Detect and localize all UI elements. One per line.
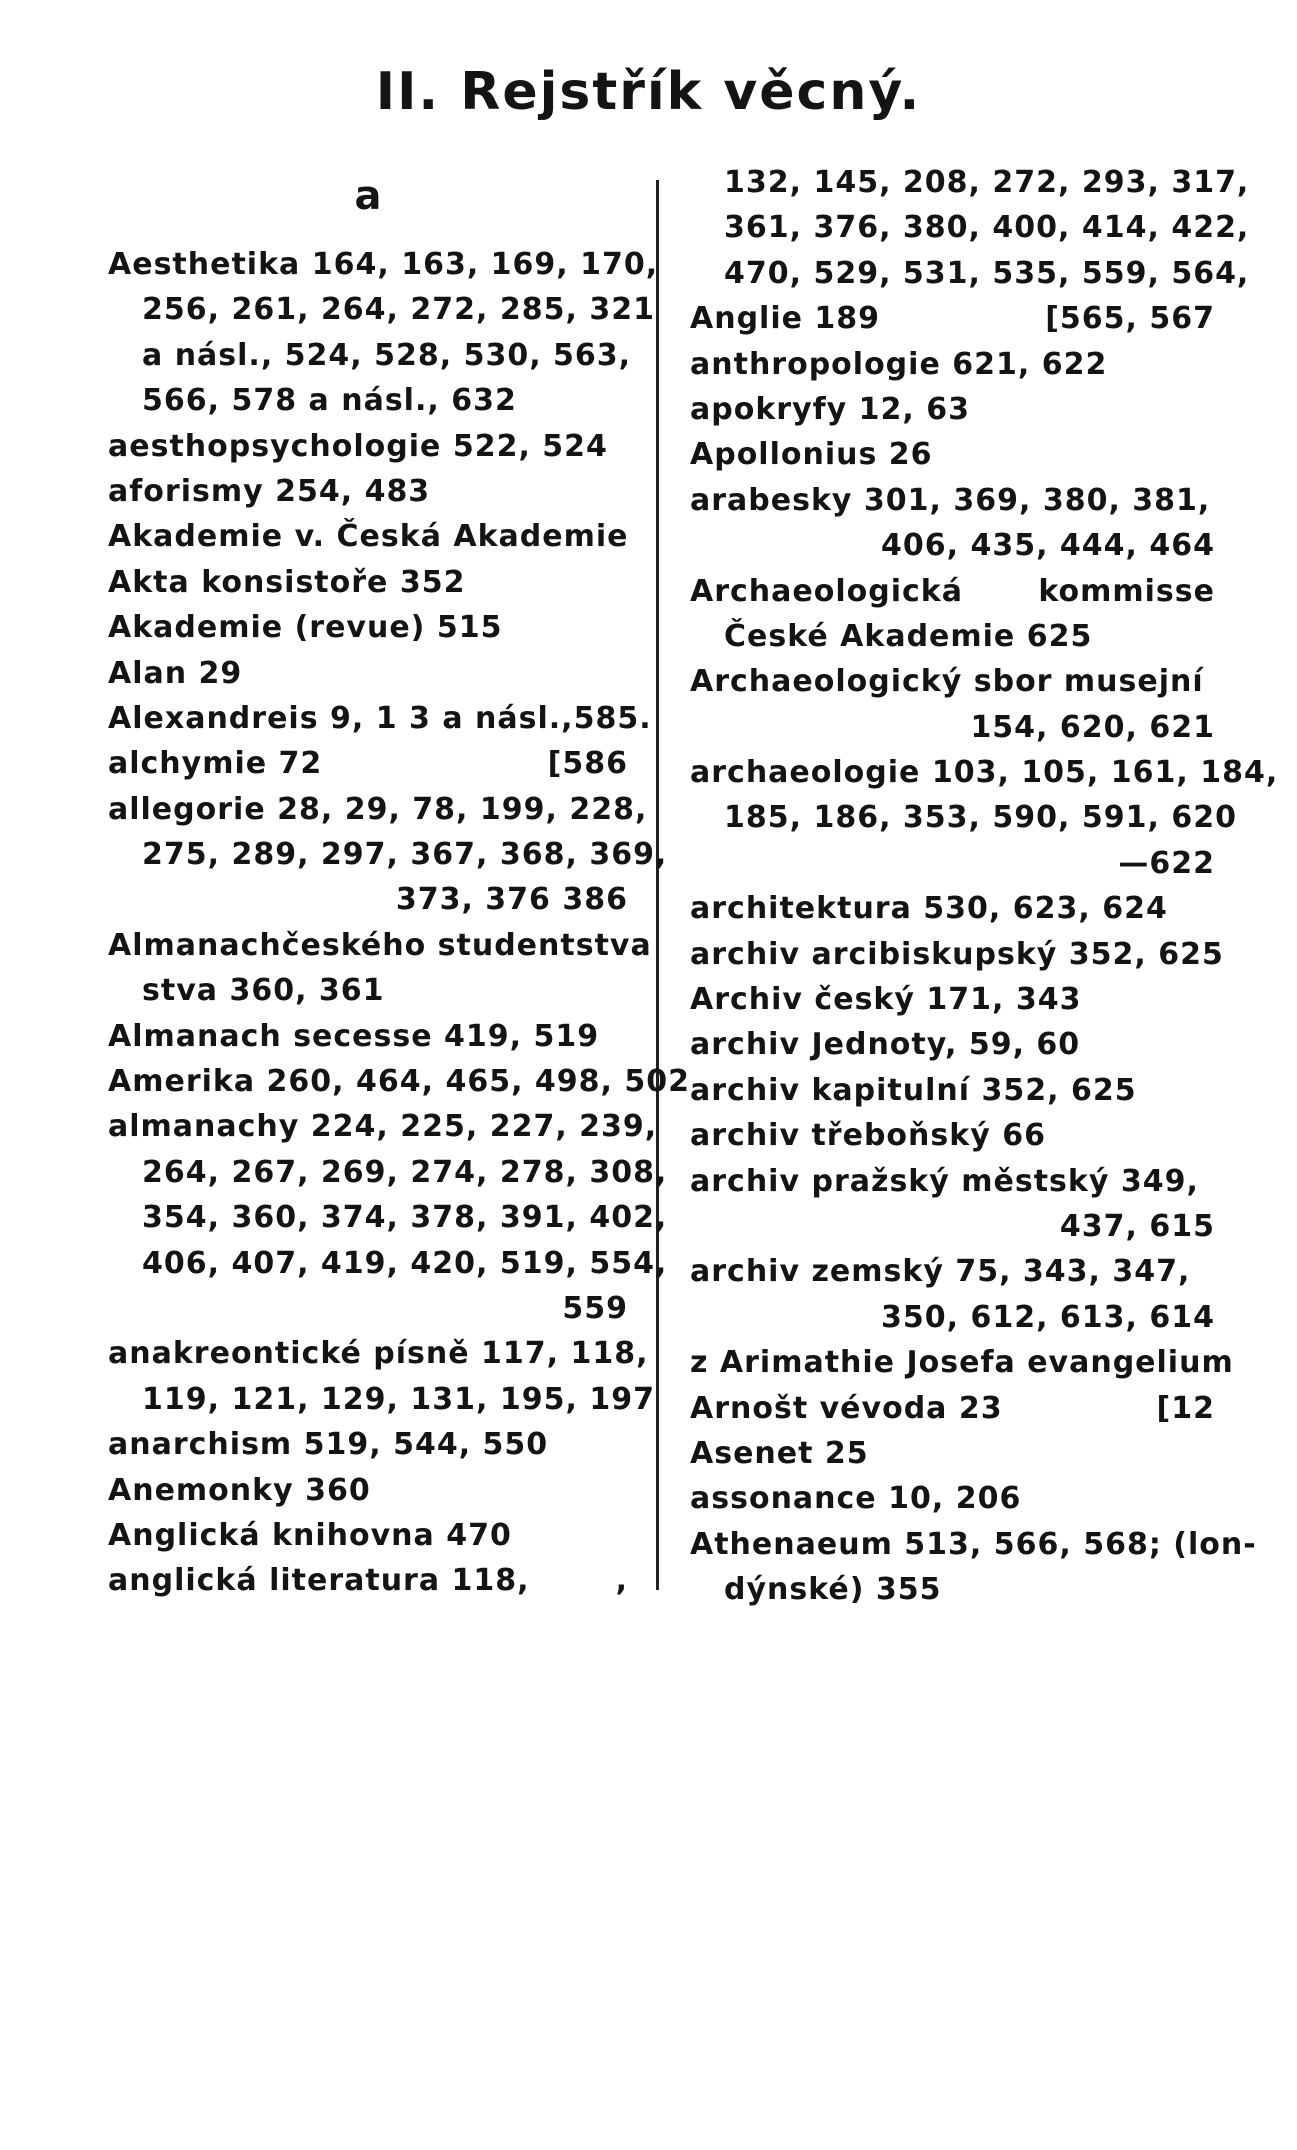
entry-text-end: [586 bbox=[547, 746, 628, 782]
index-entry-line: Amerika 260, 464, 465, 498, 502 bbox=[108, 1064, 691, 1100]
index-entry-line: Asenet 25 bbox=[690, 1435, 869, 1471]
index-entry-line: archiv Jednoty, 59, 60 bbox=[690, 1027, 1081, 1063]
index-entry-line: 132, 145, 208, 272, 293, 317, bbox=[724, 165, 1250, 200]
index-entry-line: aesthopsychologie 522, 524 bbox=[108, 428, 608, 464]
index-entry-line: archaeologie 103, 105, 161, 184, bbox=[690, 755, 1279, 791]
index-entry-line: Archiv český 171, 343 bbox=[690, 982, 1082, 1018]
index-entry-line: z Arimathie Josefa evangelium bbox=[690, 1345, 1234, 1381]
index-entry-line: anarchism 519, 544, 550 bbox=[108, 1427, 549, 1463]
index-entry-line: 275, 289, 297, 367, 368, 369, bbox=[142, 837, 668, 873]
index-entry-line: —622 bbox=[1118, 845, 1215, 881]
entry-text: anglická literatura 118, bbox=[108, 1563, 530, 1599]
entry-text: Arnošt vévoda 23 bbox=[690, 1390, 1003, 1426]
index-entry-line: stva 360, 361 bbox=[142, 973, 385, 1009]
index-entry-line: 354, 360, 374, 378, 391, 402, bbox=[142, 1200, 668, 1236]
entry-text-end: českého studentstva bbox=[281, 927, 652, 963]
entry-text: Almanach bbox=[108, 927, 282, 963]
index-entry-line bbox=[690, 296, 1215, 341]
index-entry-line: Almanach secesse 419, 519 bbox=[108, 1018, 600, 1054]
index-entry-line: 154, 620, 621 bbox=[970, 709, 1215, 745]
index-entry-line: 437, 615 bbox=[1059, 1208, 1215, 1244]
index-entry-line: allegorie 28, 29, 78, 199, 228, bbox=[108, 791, 648, 827]
index-entry-line: 559 bbox=[562, 1290, 628, 1326]
index-entries-left bbox=[108, 242, 691, 1604]
index-entry-line: archiv pražský městský 349, bbox=[690, 1163, 1199, 1199]
index-entry-line: České Akademie 625 bbox=[724, 618, 1093, 654]
index-entry-line: 264, 267, 269, 274, 278, 308, bbox=[142, 1154, 668, 1190]
index-entry-line: archiv zemský 75, 343, 347, bbox=[690, 1254, 1191, 1290]
index-entry-line: 361, 376, 380, 400, 414, 422, bbox=[724, 210, 1250, 246]
index-entry-line: Alexandreis 9, 1 3 a násl.,585. bbox=[108, 700, 652, 736]
index-entry-line: 566, 578 a násl., 632 bbox=[142, 383, 517, 419]
index-entry-line bbox=[108, 741, 628, 786]
index-entry-line: Aesthetika 164, 163, 169, 170, bbox=[108, 247, 659, 282]
index-entry-line: Alan 29 bbox=[108, 655, 243, 691]
index-entry-line: 350, 612, 613, 614 bbox=[880, 1299, 1215, 1335]
entry-text: Anglie 189 bbox=[690, 301, 881, 337]
entry-text: alchymie 72 bbox=[108, 746, 323, 782]
index-entry-line: anthropologie 621, 622 bbox=[690, 346, 1108, 382]
index-entry-line: 406, 407, 419, 420, 519, 554, bbox=[142, 1245, 668, 1281]
index-entry-line: Akademie v. Česká Akademie bbox=[108, 519, 629, 555]
index-entry-line: 406, 435, 444, 464 bbox=[880, 528, 1215, 564]
entry-text-end: kommisse bbox=[1038, 573, 1215, 609]
index-entry-line: Akta konsistoře 352 bbox=[108, 564, 466, 600]
index-entry-line: 373, 376 386 bbox=[395, 882, 628, 918]
index-entry-line: a násl., 524, 528, 530, 563, bbox=[142, 337, 632, 373]
entry-text-end: [565, 567 bbox=[1045, 301, 1215, 337]
index-entry-line: Akademie (revue) 515 bbox=[108, 610, 503, 646]
index-column-left bbox=[108, 160, 691, 1604]
index-entry-line: 256, 261, 264, 272, 285, 321 bbox=[142, 292, 655, 328]
index-entry-line: architektura 530, 623, 624 bbox=[690, 891, 1168, 927]
index-entry-line: anakreontické písně 117, 118, bbox=[108, 1336, 649, 1372]
index-entry-line: 119, 121, 129, 131, 195, 197 bbox=[142, 1381, 655, 1417]
entry-text-end: [12 bbox=[1156, 1390, 1215, 1426]
index-entry-line: almanachy 224, 225, 227, 239, bbox=[108, 1109, 658, 1145]
index-entry-line: archiv arcibiskupský 352, 625 bbox=[690, 936, 1224, 972]
index-entry-line: archiv kapitulní 352, 625 bbox=[690, 1072, 1137, 1108]
index-entry-line bbox=[690, 569, 1215, 614]
index-entry-line bbox=[108, 1558, 628, 1603]
index-column-right bbox=[690, 160, 1279, 1613]
index-entry-line: arabesky 301, 369, 380, 381, bbox=[690, 482, 1211, 518]
index-entry-line: aforismy 254, 483 bbox=[108, 473, 431, 509]
index-entry-line: 185, 186, 353, 590, 591, 620 bbox=[724, 800, 1237, 836]
index-entry-line bbox=[690, 1386, 1215, 1431]
entry-text: Archaeologická bbox=[690, 573, 963, 609]
section-letter: a bbox=[354, 173, 382, 219]
entry-text-end: , bbox=[615, 1563, 628, 1599]
index-entry-line: Anemonky 360 bbox=[108, 1472, 371, 1508]
index-entry-line bbox=[108, 923, 652, 968]
index-entry-line: apokryfy 12, 63 bbox=[690, 391, 971, 427]
index-entry-line: Apollonius 26 bbox=[690, 437, 933, 473]
page-title: II. Rejstřík věcný. bbox=[375, 62, 922, 122]
index-entry-line: Athenaeum 513, 566, 568; (lon- bbox=[690, 1526, 1257, 1562]
index-entry-line: archiv třeboňský 66 bbox=[690, 1118, 1046, 1154]
column-divider bbox=[656, 180, 659, 1590]
index-entry-line: assonance 10, 206 bbox=[690, 1481, 1022, 1517]
index-entry-line: Anglická knihovna 470 bbox=[108, 1517, 512, 1553]
index-entries-right bbox=[690, 160, 1279, 1613]
index-entry-line: 470, 529, 531, 535, 559, 564, bbox=[724, 255, 1250, 291]
index-entry-line: Archaeologický sbor musejní bbox=[690, 664, 1204, 700]
index-entry-line: dýnské) 355 bbox=[724, 1572, 942, 1608]
